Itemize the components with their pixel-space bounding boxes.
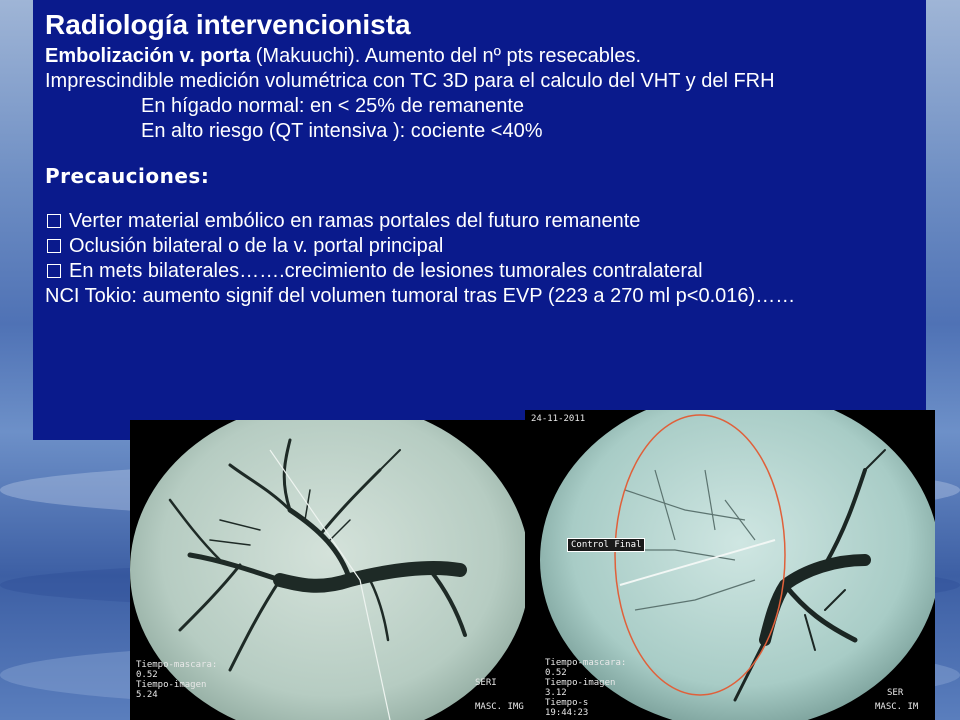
checkbox-bullet-icon <box>47 264 61 278</box>
mask-time-value: 0.52 <box>545 668 567 678</box>
volumetry-line: Imprescindible medición volumétrica con TC 3D para el calculo del VHT y del FRH <box>45 70 775 92</box>
high-risk-line: En alto riesgo (QT intensiva ): cociente <40% <box>141 120 543 142</box>
precautions-heading: Precauciones: <box>45 164 210 188</box>
text-panel <box>33 0 926 440</box>
mask-time-label: Tiempo-mascara: <box>545 658 627 668</box>
mask-image-label: MASC. IMG <box>475 702 524 712</box>
normal-liver-line: En hígado normal: en < 25% de remanente <box>141 95 525 117</box>
image-time-label: Tiempo-imagen <box>136 680 207 690</box>
bullet-text: Verter material embólico en ramas portales del futuro remanente <box>69 210 641 232</box>
bullet-item <box>45 209 914 234</box>
mask-time-label: Tiempo-mascara: <box>136 660 218 670</box>
portography-image-right <box>525 410 935 720</box>
scan-date: 24-11-2011 <box>531 414 586 424</box>
checkbox-bullet-icon <box>47 214 61 228</box>
image-time-value: 5.24 <box>136 690 158 700</box>
series-label: SER <box>887 688 904 698</box>
checkbox-bullet-icon <box>47 239 61 253</box>
mask-image-label: MASC. IM <box>875 702 919 712</box>
bullet-item <box>45 259 914 284</box>
portography-image-left <box>130 420 528 720</box>
bullet-item <box>45 234 914 259</box>
image-time-label: Tiempo-imagen <box>545 678 616 688</box>
time-s-label: Tiempo-s <box>545 698 589 708</box>
nci-line: NCI Tokio: aumento signif del volumen tumoral tras EVP (223 a 270 ml p<0.016)…… <box>45 285 796 307</box>
embolization-line <box>45 44 914 69</box>
embolization-label: Embolización v. porta <box>45 45 251 67</box>
image-time-value: 3.12 <box>545 688 567 698</box>
bullet-text: Oclusión bilateral o de la v. portal principal <box>69 235 444 257</box>
embolization-text: (Makuuchi). Aumento del nº pts resecables. <box>250 45 642 67</box>
scan-timing-labels <box>545 658 626 718</box>
control-final-label: Control Final <box>567 538 645 552</box>
time-s-value: 19:44:23 <box>545 708 589 718</box>
bullet-text: En mets bilaterales…….crecimiento de lesiones tumorales contralateral <box>69 260 703 282</box>
slide-title: Radiología intervencionista <box>45 9 411 40</box>
series-label: SERI <box>475 678 497 688</box>
scan-timing-labels <box>136 660 217 700</box>
mask-time-value: 0.52 <box>136 670 158 680</box>
